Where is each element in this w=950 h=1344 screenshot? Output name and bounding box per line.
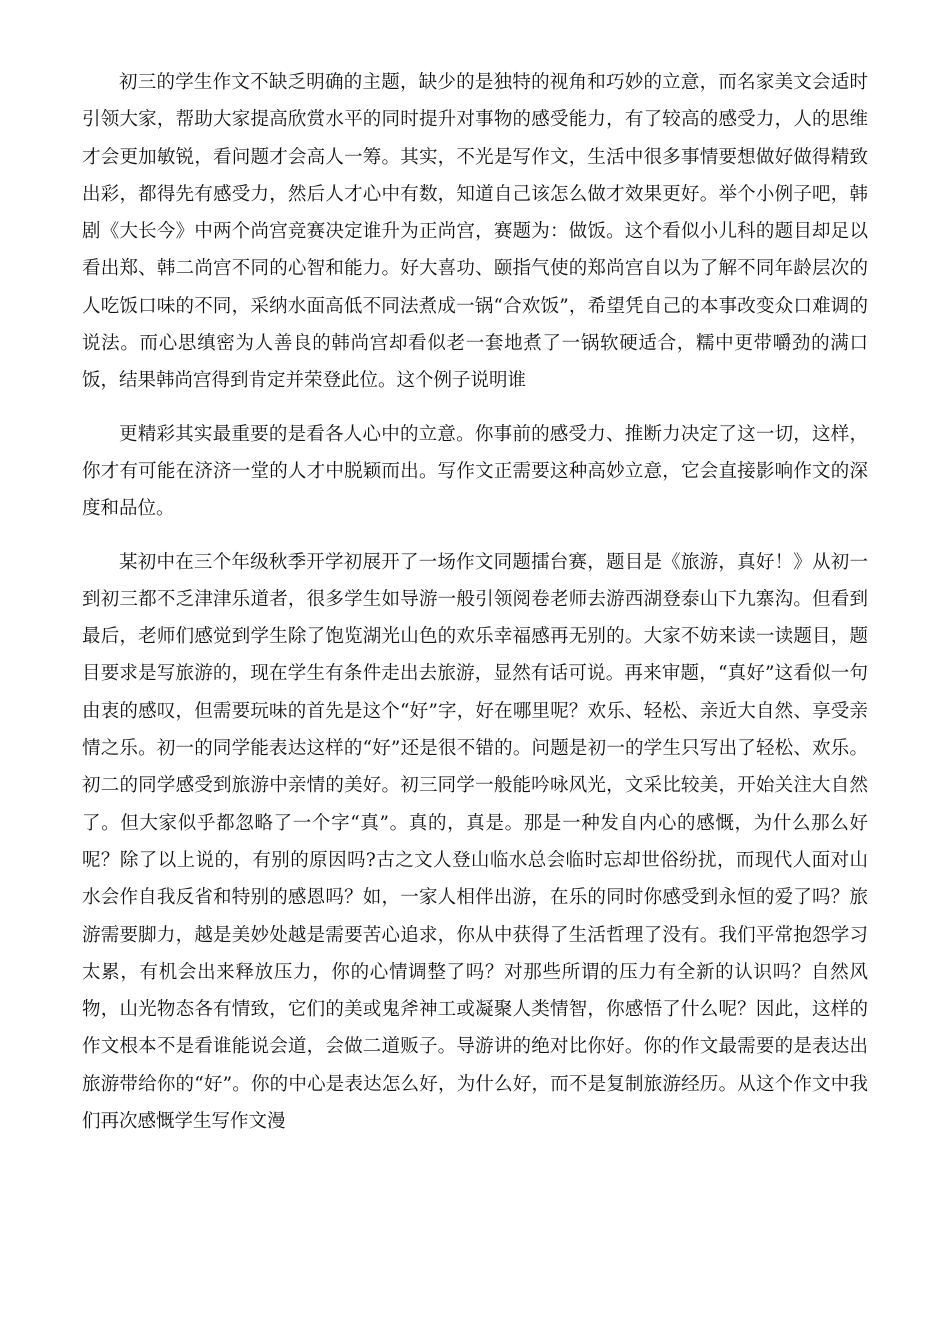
paragraph-sample-essay-intro: 初三的学生作文不缺乏明确的主题，缺少的是独特的视角和巧妙的立意，而名家美文会适时引领大家，帮助大家提高欣赏水平的同时提升对事物的感受能力，有了较高的感受力，人的思维才会更加敏锐，看问题才会高人一筹。其实，不光是写作文，生活中很多事情要想做好做得精致出彩，都得先有感受力，然后人才心中有数，知道自己该怎么做才效果更好。举个小例子吧，韩剧《大长今》中两个尚宫竞赛决定谁升为正尚宫，赛题为：做饭。这个看似小儿科的题目却足以看出郑、韩二尚宫不同的心智和能力。好大喜功、颐指气使的郑尚宫自以为了解不同年龄层次的人吃饭口味的不同，采纳水面高低不同法煮成一锅“合欢饭”，希望凭自己的本事改变众口难调的说法。而心思缜密为人善良的韩尚宫却看似老一套地煮了一锅软硬适合，糯中更带嚼劲的满口饭，结果韩尚宫得到肯定并荣登此位。这个例子说明谁 (82, 72, 868, 392)
paragraph-key-idea: 更精彩其实最重要的是看各人心中的立意。你事前的感受力、推断力决定了这一切，这样，你才有可能在济济一堂的人才中脱颖而出。写作文正需要这种高妙立意，它会直接影响作文的深度和品位。 (82, 423, 868, 520)
document-page (82, 64, 868, 1156)
paragraph-travel-essay-contest: 某初中在三个年级秋季开学初展开了一场作文同题擂台赛，题目是《旅游，真好！》从初一到初三都不乏津津乐道者，很多学生如导游一般引领阅卷老师去游西湖登泰山下九寨沟。但看到最后，老师们感觉到学生除了饱览湖光山色的欢乐幸福感再无别的。大家不妨来读一读题目，题目要求是写旅游的，现在学生有条件走出去旅游，显然有话可说。再来审题，“真好”这看似一句由衷的感叹，但需要玩味的首先是这个“好”字，好在哪里呢？欢乐、轻松、亲近大自然、享受亲情之乐。初一的同学能表达这样的“好”还是很不错的。问题是初一的学生只写出了轻松、欢乐。初二的同学感受到旅游中亲情的美好。初三同学一般能吟咏风光，文采比较美，开始关注大自然了。但大家似乎都忽略了一个字“真”。真的，真是。那是一种发自内心的感慨，为什么那么好呢？除了以上说的，有别的原因吗?古之文人登山临水总会临时忘却世俗纷扰，而现代人面对山水会作自我反省和特别的感恩吗？如，一家人相伴出游，在乐的同时你感受到永恒的爱了吗？旅游需要脚力，越是美妙处越是需要苦心追求，你从中获得了生活哲理了没有。我们平常抱怨学习太累，有机会出来释放压力，你的心情调整了吗？对那些所谓的压力有全新的认识吗？自然风物，山光物态各有情致，它们的美或鬼斧神工或凝聚人类情智，你感悟了什么呢？因此，这样的作文根本不是看谁能说会道，会做二道贩子。导游讲的绝对比你好。你的作文最需要的是表达出旅游带给你的“好”。你的中心是表达怎么好，为什么好，而不是复制旅游经历。从这个作文中我们再次感慨学生写作文漫 (82, 551, 868, 1133)
